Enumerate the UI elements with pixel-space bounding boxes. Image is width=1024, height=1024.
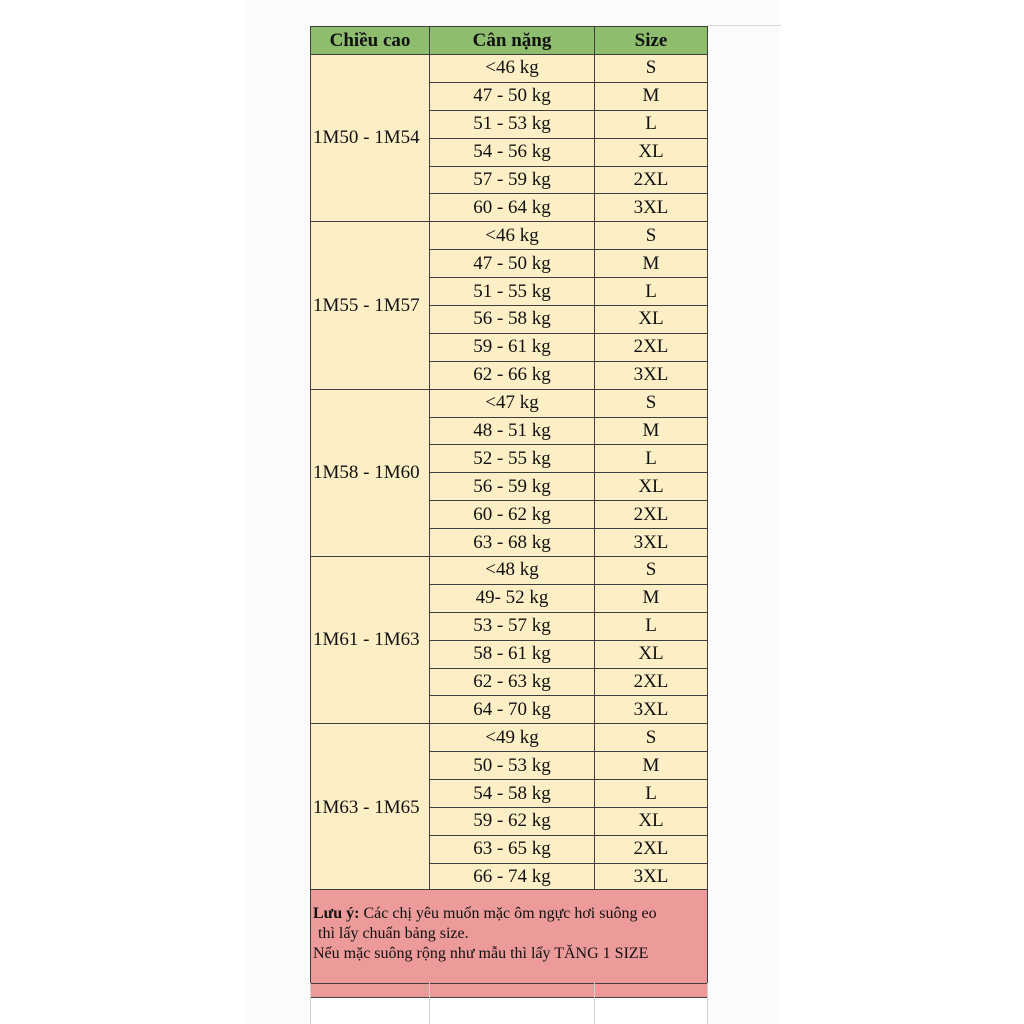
size-cell: M xyxy=(595,82,708,110)
size-cell: 3XL xyxy=(595,194,708,222)
column-header-size: Size xyxy=(595,27,708,55)
column-header-weight: Cân nặng xyxy=(430,27,595,55)
note-line-3: Nếu mặc suông rộng như mẫu thì lấy TĂNG 1 SIZE xyxy=(313,945,649,962)
size-cell: 3XL xyxy=(595,696,708,724)
sheet-gridline xyxy=(310,983,708,984)
sheet-gridline xyxy=(594,983,595,1024)
size-cell: M xyxy=(595,752,708,780)
size-cell: XL xyxy=(595,473,708,501)
weight-cell: 60 - 64 kg xyxy=(430,194,595,222)
size-cell: XL xyxy=(595,640,708,668)
size-cell: 2XL xyxy=(595,835,708,863)
sheet-gridline xyxy=(429,983,430,1024)
size-cell: 3XL xyxy=(595,361,708,389)
table-row xyxy=(311,55,708,83)
weight-cell: <46 kg xyxy=(430,222,595,250)
weight-cell: 64 - 70 kg xyxy=(430,696,595,724)
weight-cell: <47 kg xyxy=(430,389,595,417)
size-cell: 2XL xyxy=(595,501,708,529)
weight-cell: 50 - 53 kg xyxy=(430,752,595,780)
size-chart-sheet xyxy=(310,26,708,1024)
height-range-cell: 1M61 - 1M63 xyxy=(311,557,430,724)
weight-cell: 66 - 74 kg xyxy=(430,863,595,891)
size-cell: M xyxy=(595,417,708,445)
weight-cell: 54 - 58 kg xyxy=(430,780,595,808)
weight-cell: 59 - 62 kg xyxy=(430,808,595,836)
weight-cell: 49- 52 kg xyxy=(430,584,595,612)
weight-cell: 57 - 59 kg xyxy=(430,166,595,194)
sheet-gridline xyxy=(310,983,311,1024)
size-cell: 2XL xyxy=(595,333,708,361)
weight-cell: 62 - 63 kg xyxy=(430,668,595,696)
weight-cell: 58 - 61 kg xyxy=(430,640,595,668)
size-cell: 2XL xyxy=(595,166,708,194)
sheet-gridline xyxy=(707,25,781,26)
note-line-2: thì lấy chuẩn bảng size. xyxy=(318,925,469,942)
size-cell: 2XL xyxy=(595,668,708,696)
table-row xyxy=(311,389,708,417)
weight-cell: 54 - 56 kg xyxy=(430,138,595,166)
empty-sheet-area xyxy=(310,983,708,1024)
height-range-cell: 1M63 - 1M65 xyxy=(311,724,430,891)
size-cell: XL xyxy=(595,306,708,334)
size-cell: XL xyxy=(595,138,708,166)
size-cell: S xyxy=(595,222,708,250)
height-range-cell: 1M50 - 1M54 xyxy=(311,55,430,222)
size-cell: S xyxy=(595,557,708,585)
table-row xyxy=(311,222,708,250)
height-range-cell: 1M55 - 1M57 xyxy=(311,222,430,389)
weight-cell: 56 - 59 kg xyxy=(430,473,595,501)
weight-cell: 51 - 55 kg xyxy=(430,278,595,306)
table-row xyxy=(311,557,708,585)
size-cell: M xyxy=(595,584,708,612)
weight-cell: <46 kg xyxy=(430,55,595,83)
size-cell: M xyxy=(595,250,708,278)
note-box xyxy=(310,889,708,998)
weight-cell: 47 - 50 kg xyxy=(430,82,595,110)
column-header-height: Chiều cao xyxy=(311,27,430,55)
weight-cell: 51 - 53 kg xyxy=(430,110,595,138)
note-text-1: Các chị yêu muốn mặc ôm ngực hơi suông eo xyxy=(359,905,657,922)
weight-cell: 48 - 51 kg xyxy=(430,417,595,445)
weight-cell: 47 - 50 kg xyxy=(430,250,595,278)
weight-cell: 60 - 62 kg xyxy=(430,501,595,529)
size-cell: L xyxy=(595,445,708,473)
weight-cell: 63 - 68 kg xyxy=(430,529,595,557)
size-cell: L xyxy=(595,612,708,640)
size-cell: S xyxy=(595,724,708,752)
weight-cell: 52 - 55 kg xyxy=(430,445,595,473)
size-cell: L xyxy=(595,110,708,138)
weight-cell: <48 kg xyxy=(430,557,595,585)
table-header-row xyxy=(311,27,708,55)
weight-cell: 53 - 57 kg xyxy=(430,612,595,640)
note-line-1 xyxy=(313,904,707,924)
weight-cell: 56 - 58 kg xyxy=(430,306,595,334)
size-cell: S xyxy=(595,55,708,83)
table-body xyxy=(311,55,708,892)
note-label: Lưu ý: xyxy=(313,905,360,922)
size-cell: L xyxy=(595,278,708,306)
weight-cell: <49 kg xyxy=(430,724,595,752)
size-chart-table xyxy=(310,26,708,892)
size-cell: 3XL xyxy=(595,863,708,891)
weight-cell: 63 - 65 kg xyxy=(430,835,595,863)
height-range-cell: 1M58 - 1M60 xyxy=(311,389,430,556)
table-row xyxy=(311,724,708,752)
size-cell: S xyxy=(595,389,708,417)
size-cell: XL xyxy=(595,808,708,836)
weight-cell: 62 - 66 kg xyxy=(430,361,595,389)
weight-cell: 59 - 61 kg xyxy=(430,333,595,361)
size-cell: L xyxy=(595,780,708,808)
size-cell: 3XL xyxy=(595,529,708,557)
sheet-gridline xyxy=(707,983,708,1024)
